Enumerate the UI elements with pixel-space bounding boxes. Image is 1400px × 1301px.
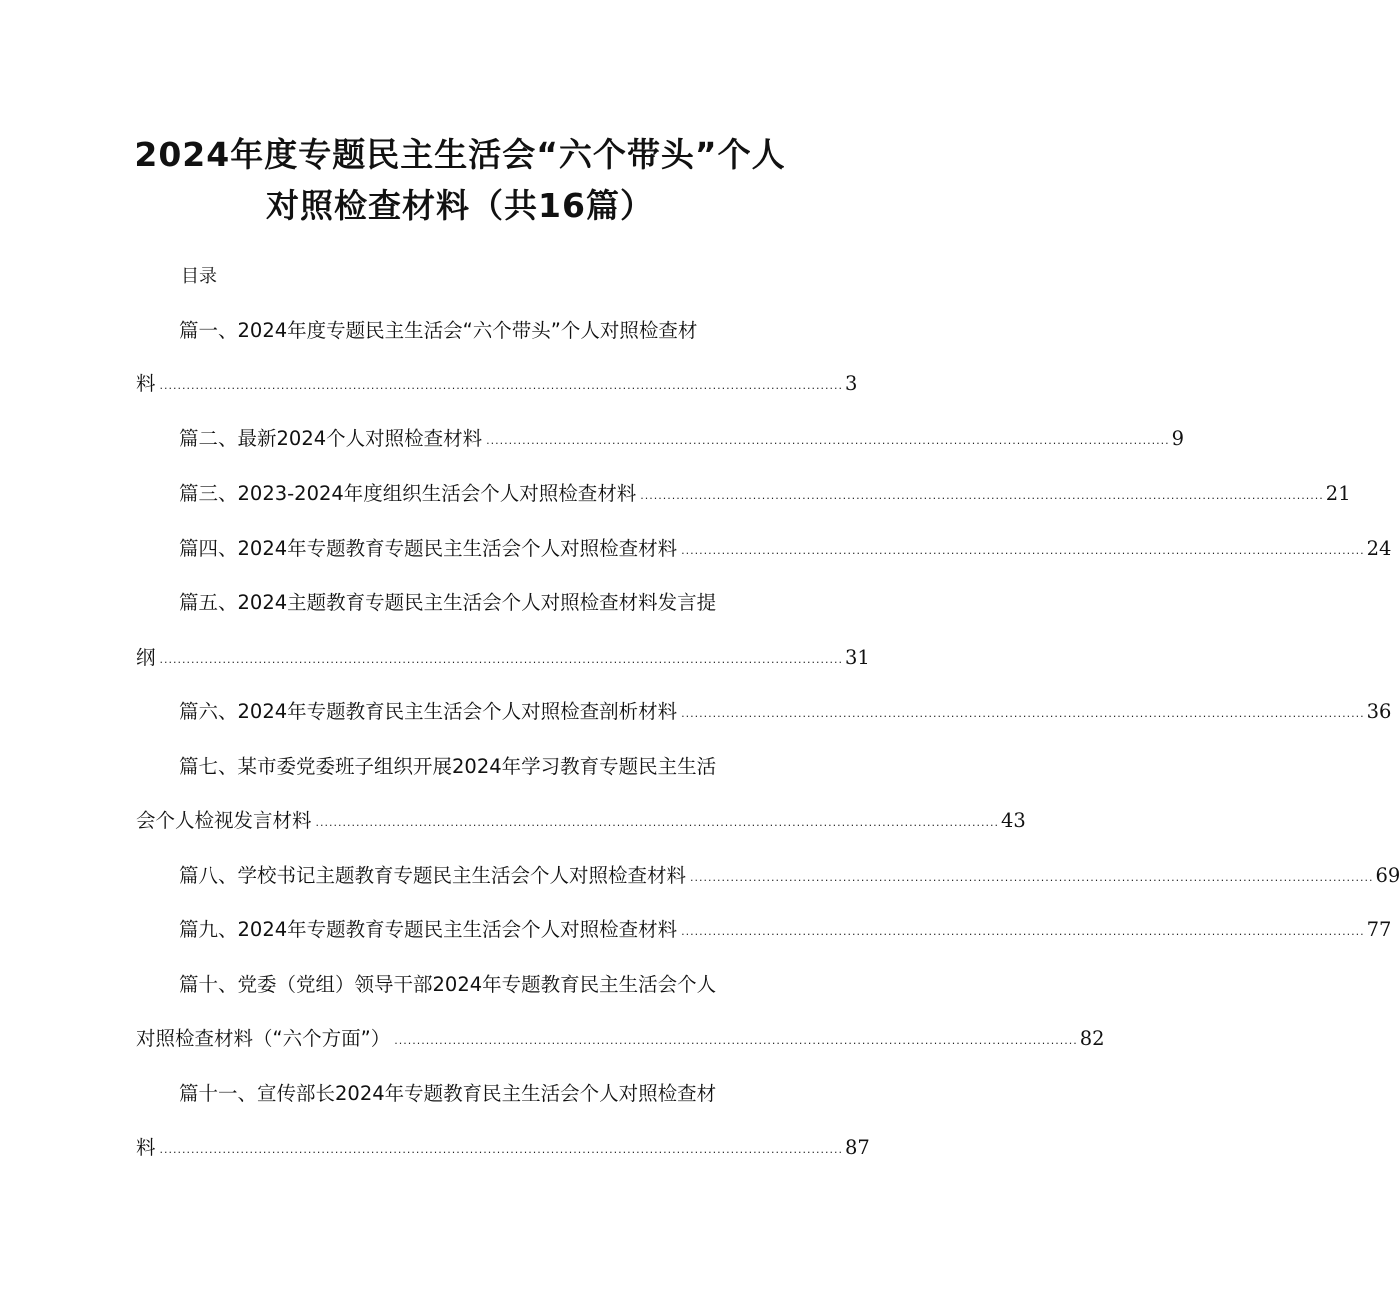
leader-dots: ........................................................................................................................................................ — [681, 544, 1365, 557]
leader-dots: ........................................................................................................................................................ — [159, 379, 843, 392]
toc-page-number: 77 — [1366, 918, 1392, 941]
leader-dots: ........................................................................................................................................................ — [690, 871, 1374, 884]
document-title-line-2: 对照检查材料（共16篇） — [266, 186, 654, 225]
toc-entry-text: 篇九、2024年专题教育专题民主生活会个人对照检查材料 — [179, 918, 678, 941]
toc-entry-5-line-1: 篇五、2024主题教育专题民主生活会个人对照检查材料发言提 — [179, 591, 717, 614]
leader-dots: ........................................................................................................................................................ — [486, 434, 1170, 447]
toc-entry-1[interactable] — [136, 369, 858, 399]
toc-entry-text: 会个人检视发言材料 — [136, 809, 312, 832]
toc-entry-text: 对照检查材料（“六个方面”） — [136, 1027, 391, 1050]
toc-entry-2[interactable] — [179, 424, 1185, 454]
toc-entry-3[interactable] — [179, 479, 1351, 509]
leader-dots: ........................................................................................................................................................ — [315, 816, 999, 829]
toc-entry-11-line-1: 篇十一、宣传部长2024年专题教育民主生活会个人对照检查材 — [179, 1082, 717, 1105]
leader-dots: ........................................................................................................................................................ — [681, 707, 1365, 720]
toc-entry-text: 篇四、2024年专题教育专题民主生活会个人对照检查材料 — [179, 537, 678, 560]
toc-page-number: 21 — [1325, 482, 1351, 505]
toc-entry-10-line-1: 篇十、党委（党组）领导干部2024年专题教育民主生活会个人 — [179, 973, 717, 996]
toc-entry-text: 纲 — [136, 646, 156, 669]
leader-dots: ........................................................................................................................................................ — [159, 653, 843, 666]
toc-page-number: 24 — [1366, 537, 1392, 560]
toc-entry-text: 料 — [136, 1136, 156, 1159]
toc-page-number: 82 — [1079, 1027, 1105, 1050]
toc-page-number: 36 — [1366, 700, 1392, 723]
toc-entry-5[interactable] — [136, 643, 870, 673]
leader-dots: ........................................................................................................................................................ — [159, 1143, 843, 1156]
toc-entry-text: 料 — [136, 372, 156, 395]
toc-page-number: 87 — [845, 1136, 870, 1159]
toc-entry-text: 篇六、2024年专题教育民主生活会个人对照检查剖析材料 — [179, 700, 678, 723]
leader-dots: ........................................................................................................................................................ — [394, 1034, 1078, 1047]
toc-entry-11[interactable] — [136, 1133, 870, 1163]
toc-page-number: 9 — [1171, 427, 1185, 450]
toc-entry-7-line-1: 篇七、某市委党委班子组织开展2024年学习教育专题民主生活 — [179, 755, 717, 778]
toc-entry-8[interactable] — [179, 861, 1400, 891]
leader-dots: ........................................................................................................................................................ — [640, 489, 1324, 502]
toc-entry-text: 篇二、最新2024个人对照检查材料 — [179, 427, 483, 450]
toc-entry-text: 篇八、学校书记主题教育专题民主生活会个人对照检查材料 — [179, 864, 687, 887]
toc-entry-6[interactable] — [179, 697, 1392, 727]
toc-page-number: 69 — [1375, 864, 1400, 887]
toc-entry-9[interactable] — [179, 915, 1392, 945]
toc-page-number: 43 — [1001, 809, 1026, 832]
toc-heading: 目录 — [181, 266, 217, 287]
toc-entry-text: 篇三、2023-2024年度组织生活会个人对照检查材料 — [179, 482, 637, 505]
toc-entry-10[interactable] — [136, 1024, 1105, 1054]
toc-entry-7[interactable] — [136, 806, 1026, 836]
toc-page-number: 31 — [845, 646, 870, 669]
document-title-line-1: 2024年度专题民主生活会“六个带头”个人 — [134, 135, 786, 174]
toc-entry-1-line-1: 篇一、2024年度专题民主生活会“六个带头”个人对照检查材 — [179, 319, 698, 342]
toc-entry-4[interactable] — [179, 534, 1392, 564]
toc-page-number: 3 — [845, 372, 858, 395]
leader-dots: ........................................................................................................................................................ — [681, 925, 1365, 938]
